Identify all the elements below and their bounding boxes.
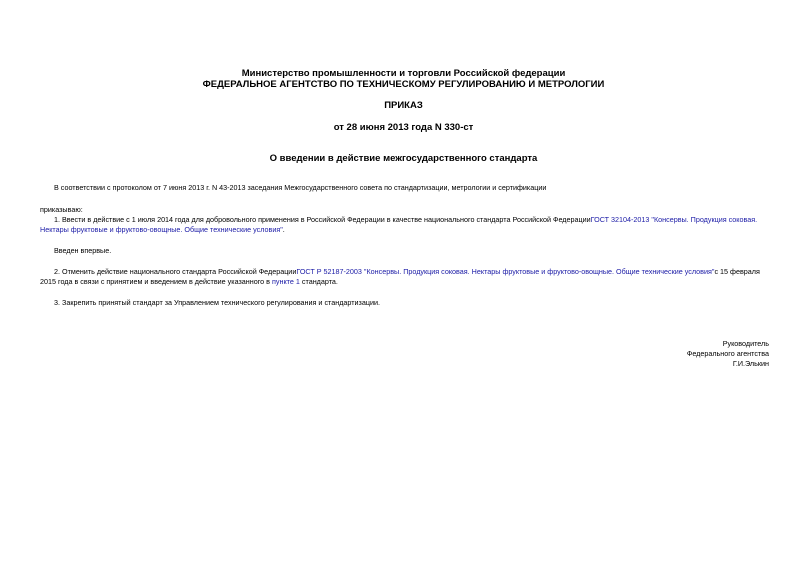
item2-after-link: с 15 февраля bbox=[714, 267, 760, 276]
item1-note: Введен впервые. bbox=[54, 246, 112, 255]
gost-r-52187-link[interactable]: ГОСТ Р 52187-2003 "Консервы. Продукция соковая. Нектары фруктовые и фруктово-овощные. Общие технические условия" bbox=[296, 267, 715, 276]
item1-line1 bbox=[40, 215, 784, 226]
order-word: приказываю: bbox=[40, 205, 83, 214]
item2-text: 2. Отменить действие национального стандарта Российской Федерации bbox=[54, 267, 297, 276]
item1-line2 bbox=[40, 225, 770, 236]
gost-32104-link[interactable]: ГОСТ 32104-2013 "Консервы. Продукция соковая. bbox=[590, 215, 758, 224]
document-date-heading: от 28 июня 2013 года N 330-ст bbox=[333, 122, 474, 133]
signature-name: Г.И.Элькин bbox=[732, 359, 769, 368]
item3-paragraph: 3. Закрепить принятый стандарт за Управлением технического регулирования и стандартизации. bbox=[54, 298, 380, 307]
agency-heading: ФЕДЕРАЛЬНОЕ АГЕНТСТВО ПО ТЕХНИЧЕСКОМУ РЕГУЛИРОВАНИЮ И МЕТРОЛОГИИ bbox=[202, 79, 605, 90]
item2-line2-post: стандарта. bbox=[299, 277, 338, 286]
document-type-heading: ПРИКАЗ bbox=[384, 100, 423, 111]
item2-line1 bbox=[40, 267, 784, 278]
signature-organization: Федерального агентства bbox=[686, 349, 769, 358]
item2-line2 bbox=[40, 277, 770, 288]
document-subject-heading: О введении в действие межгосударственного стандарта bbox=[269, 153, 538, 164]
ministry-heading: Министерство промышленности и торговли Российской федерации bbox=[241, 68, 566, 79]
signature-position: Руководитель bbox=[722, 339, 769, 348]
intro-paragraph: В соответствии с протоколом от 7 июня 2013 г. N 43-2013 заседания Межгосударственного совета по стандартизации, метрологии и сертификации bbox=[54, 183, 547, 192]
gost-32104-link-continued[interactable]: Нектары фруктовые и фруктово-овощные. Общие технические условия" bbox=[40, 225, 283, 234]
item1-text: 1. Ввести в действие с 1 июля 2014 года для добровольного применения в Российской Федерации в качестве национального стандарта Российской Федерации bbox=[54, 215, 591, 224]
item1-tail: . bbox=[282, 225, 285, 234]
item2-line2-pre: 2015 года в связи с принятием и введением в действие указанного в bbox=[40, 277, 272, 286]
punkt-1-link[interactable]: пункте 1 bbox=[272, 277, 300, 286]
